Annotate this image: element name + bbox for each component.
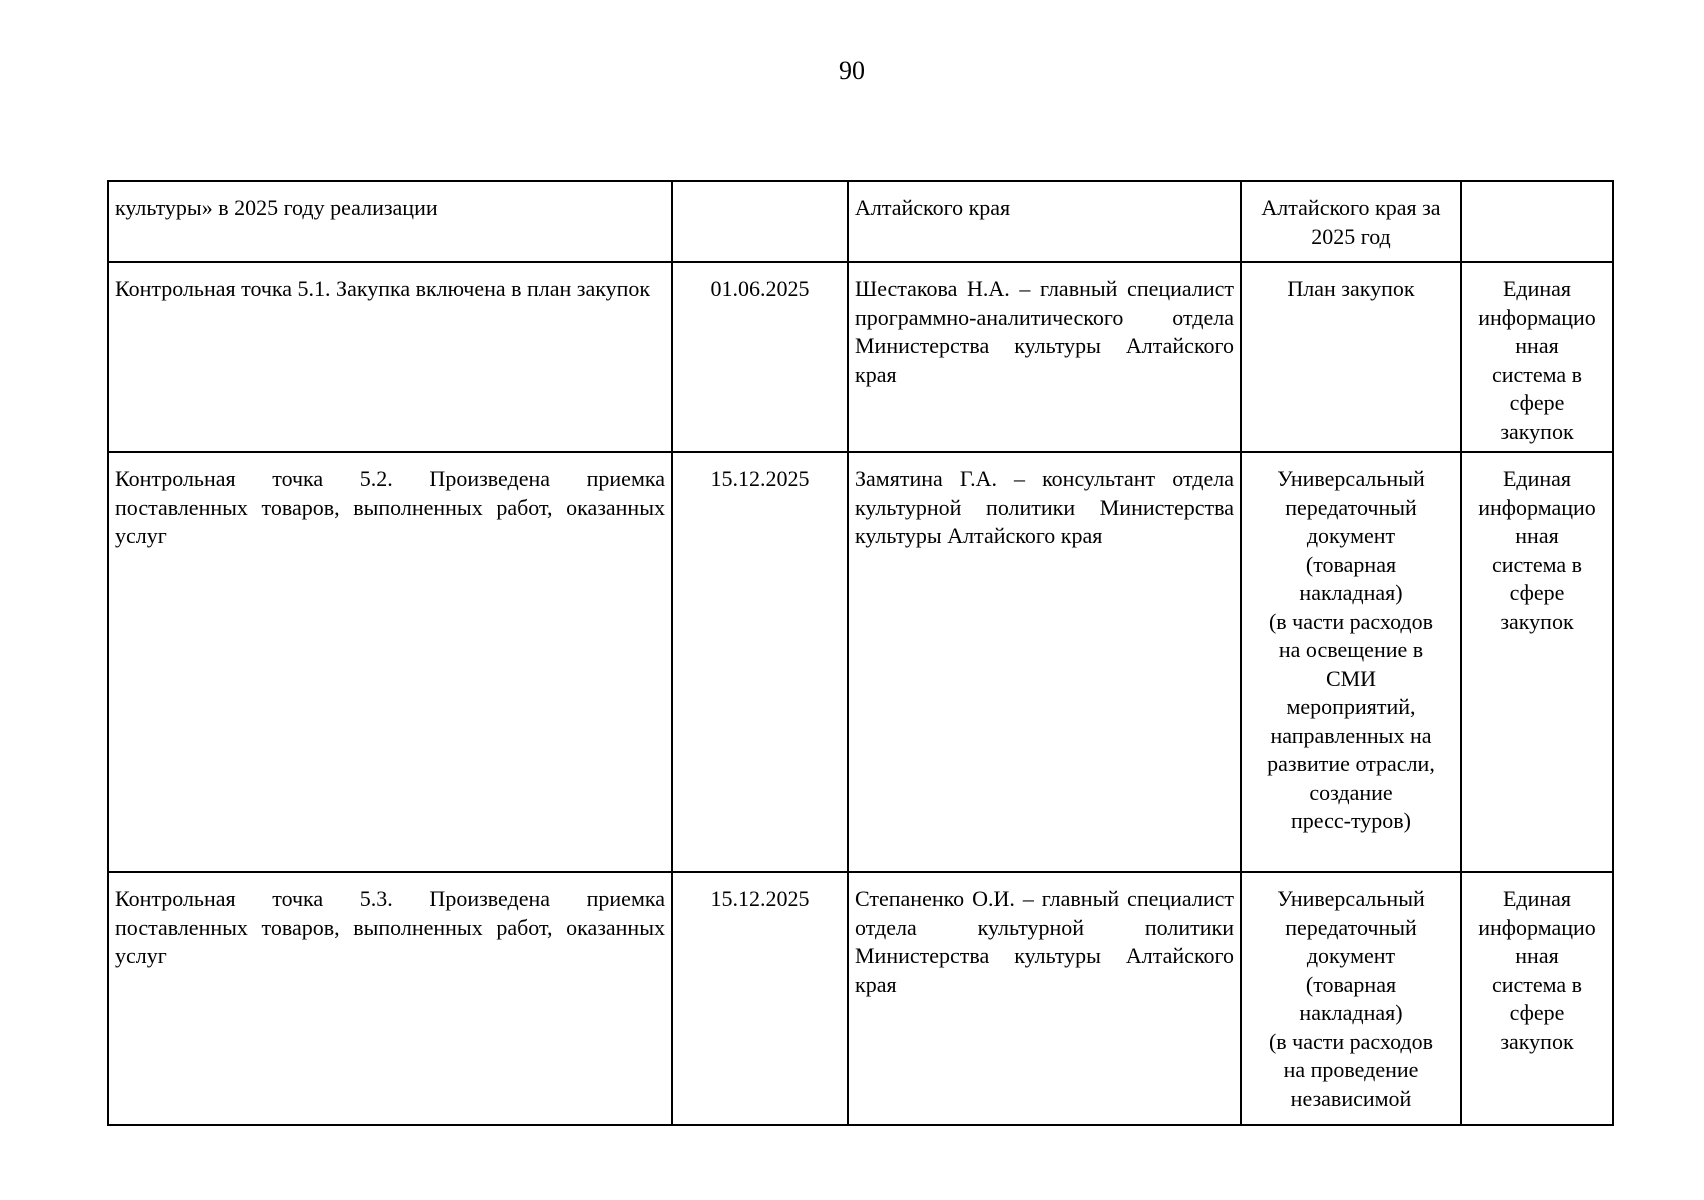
table-row [108, 262, 1613, 452]
date-cell [672, 181, 848, 262]
date-cell: 15.12.2025 [672, 452, 848, 872]
table-row [108, 452, 1613, 872]
responsible-cell: Алтайского края [848, 181, 1241, 262]
responsible-cell: Шестакова Н.А. – главный специалист программно-аналитического отдела Министерства культуры Алтайского края [848, 262, 1241, 452]
system-cell [1461, 181, 1613, 262]
event-cell: Контрольная точка 5.1. Закупка включена в план закупок [108, 262, 672, 452]
event-cell: Контрольная точка 5.2. Произведена приемка поставленных товаров, выполненных работ, оказанных услуг [108, 452, 672, 872]
system-cell: Единая информацио нная система в сфере закупок [1461, 262, 1613, 452]
control-points-table [107, 180, 1614, 1126]
event-cell: культуры» в 2025 году реализации [108, 181, 672, 262]
document-cell: План закупок [1241, 262, 1461, 452]
responsible-cell: Степаненко О.И. – главный специалист отдела культурной политики Министерства культуры Алтайского края [848, 872, 1241, 1125]
system-cell: Единая информацио нная система в сфере закупок [1461, 452, 1613, 872]
system-cell: Единая информацио нная система в сфере закупок [1461, 872, 1613, 1125]
page-number: 90 [839, 56, 865, 85]
date-cell: 15.12.2025 [672, 872, 848, 1125]
document-cell: Универсальный передаточный документ (товарная накладная) (в части расходов на проведение независимой [1241, 872, 1461, 1125]
date-cell: 01.06.2025 [672, 262, 848, 452]
document-cell: Алтайского края за 2025 год [1241, 181, 1461, 262]
document-cell: Универсальный передаточный документ (товарная накладная) (в части расходов на освещение в СМИ мероприятий, направленных на развитие отрасли, создание пресс-туров) [1241, 452, 1461, 872]
table-row [108, 181, 1613, 262]
event-cell: Контрольная точка 5.3. Произведена приемка поставленных товаров, выполненных работ, оказанных услуг [108, 872, 672, 1125]
table-row [108, 872, 1613, 1125]
responsible-cell: Замятина Г.А. – консультант отдела культурной политики Министерства культуры Алтайского края [848, 452, 1241, 872]
